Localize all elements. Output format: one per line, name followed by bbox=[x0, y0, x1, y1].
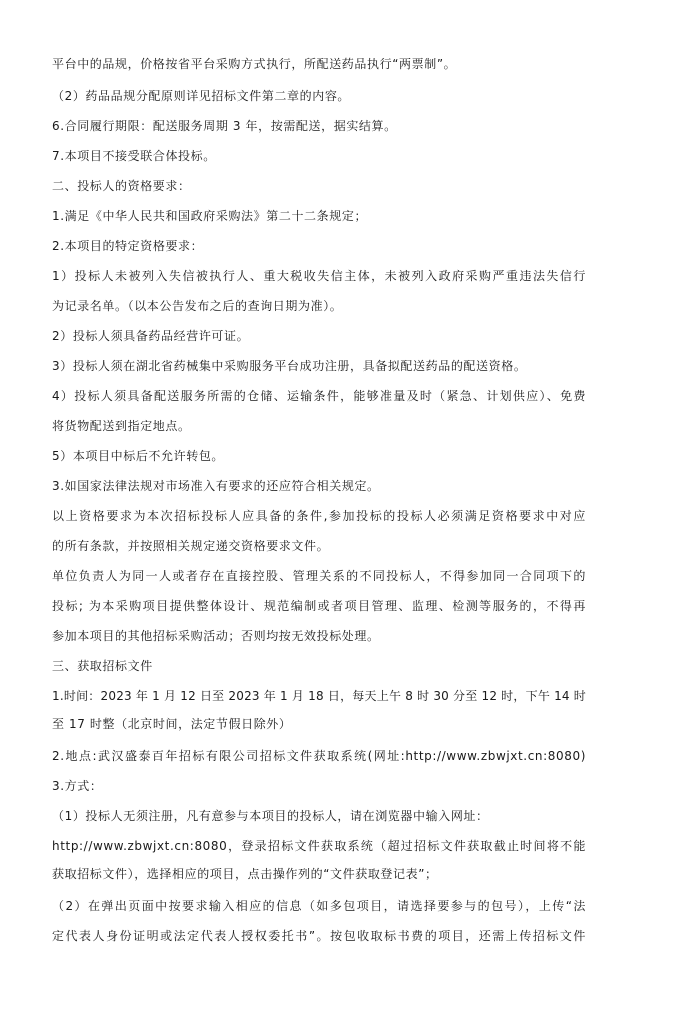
text-line: （2）药品品规分配原则详见招标文件第二章的内容。 bbox=[52, 89, 351, 103]
text-line: 3.如国家法律法规对市场准入有要求的还应符合相关规定。 bbox=[52, 479, 380, 493]
text-line: 以上资格要求为本次招标投标人应具备的条件,参加投标的投标人必须满足资格要求中对应 bbox=[52, 509, 586, 523]
text-line: 1.满足《中华人民共和国政府采购法》第二十二条规定； bbox=[52, 209, 368, 223]
text-line: 3.方式： bbox=[52, 779, 103, 793]
text-line: 为记录名单。（以本公告发布之后的查询日期为准）。 bbox=[52, 299, 343, 313]
text-line: 4）投标人须具备配送服务所需的仓储、运输条件，能够准量及时（紧急、计划供应）、免费 bbox=[52, 389, 586, 403]
text-line: 平台中的品规，价格按省平台采购方式执行，所配送药品执行“两票制”。 bbox=[52, 57, 457, 71]
text-line: 3）投标人须在湖北省药械集中采购服务平台成功注册，具备拟配送药品的配送资格。 bbox=[52, 359, 527, 373]
text-line: http://www.zbwjxt.cn:8080，登录招标文件获取系统（超过招标文件获取截止时间将不能 bbox=[52, 839, 586, 853]
text-line: 6.合同履行期限：配送服务周期 3 年，按需配送，据实结算。 bbox=[52, 119, 397, 133]
text-line: 获取招标文件），选择相应的项目，点击操作列的“文件获取登记表”； bbox=[52, 867, 438, 881]
text-line: 参加本项目的其他招标采购活动；否则均按无效投标处理。 bbox=[52, 629, 380, 643]
text-line: 2）投标人须具备药品经营许可证。 bbox=[52, 329, 250, 343]
text-line: 定代表人身份证明或法定代表人授权委托书”。按包收取标书费的项目，还需上传招标文件 bbox=[52, 929, 586, 943]
section-heading: 三、获取招标文件 bbox=[52, 659, 153, 673]
text-line: 将货物配送到指定地点。 bbox=[52, 419, 191, 433]
text-line: （1）投标人无须注册，凡有意参与本项目的投标人，请在浏览器中输入网址： bbox=[52, 809, 489, 823]
text-line: 7.本项目不接受联合体投标。 bbox=[52, 149, 216, 163]
text-line: 5）本项目中标后不允许转包。 bbox=[52, 449, 225, 463]
text-line: 1.时间：2023 年 1 月 12 日至 2023 年 1 月 18 日，每天上午 8 时 30 分至 12 时，下午 14 时 bbox=[52, 689, 586, 703]
text-line: 的所有条款，并按照相关规定递交资格要求文件。 bbox=[52, 539, 330, 553]
text-line: 单位负责人为同一人或者存在直接控股、管理关系的不同投标人，不得参加同一合同项下的 bbox=[52, 569, 586, 583]
text-line: （2）在弹出页面中按要求输入相应的信息（如多包项目，请选择要参与的包号），上传“法 bbox=[52, 899, 586, 913]
text-line: 至 17 时整（北京时间，法定节假日除外） bbox=[52, 717, 292, 731]
text-line: 2.地点:武汉盛泰百年招标有限公司招标文件获取系统(网址:http://www.zbwjxt.cn:8080) bbox=[52, 749, 586, 763]
text-line: 投标; 为本采购项目提供整体设计、规范编制或者项目管理、监理、检测等服务的，不得再 bbox=[52, 599, 586, 613]
text-line: 1）投标人未被列入失信被执行人、重大税收失信主体，未被列入政府采购严重违法失信行 bbox=[52, 269, 586, 283]
text-line: 2.本项目的特定资格要求： bbox=[52, 239, 204, 253]
section-heading: 二、投标人的资格要求： bbox=[52, 179, 191, 193]
